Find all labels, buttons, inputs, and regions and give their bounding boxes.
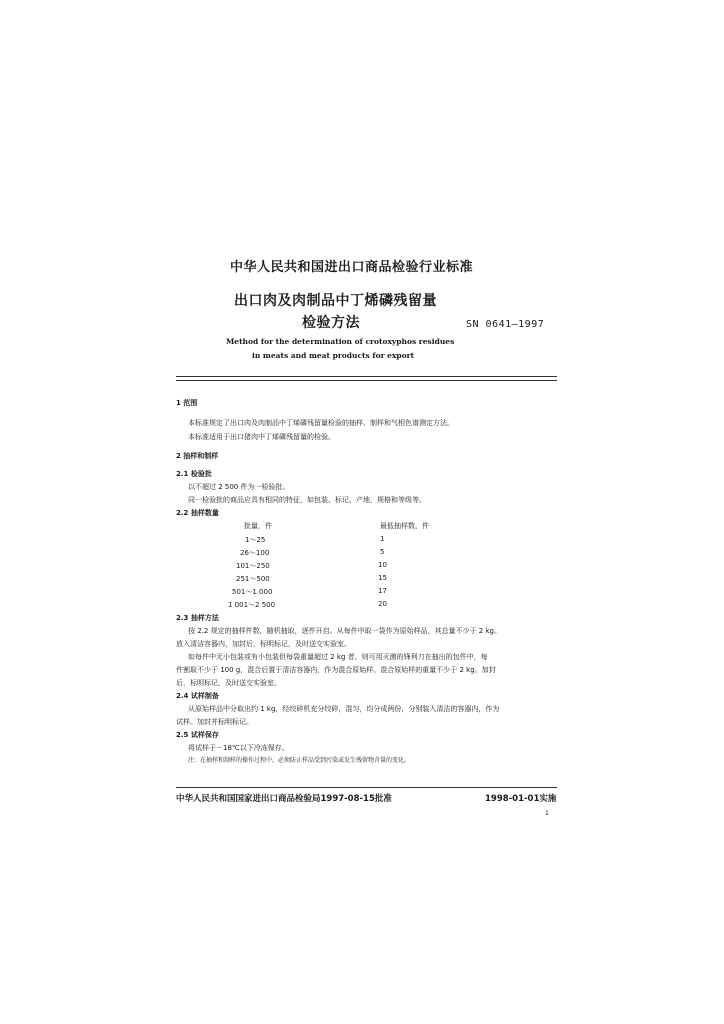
section-2-2-title: 2.2 抽样数量 — [176, 509, 219, 517]
section-1-title: 1 范围 — [176, 399, 198, 407]
document-title-line1: 出口肉及肉制品中丁烯磷残留量 — [234, 293, 437, 309]
section-2-4-title: 2.4 试样制备 — [176, 692, 219, 700]
section-1-paragraph-2: 本标准适用于出口猪肉中丁烯磷残留量的检验。 — [188, 433, 335, 441]
section-2-3-paragraph-1a: 按 2.2 规定的抽样件数，随机抽取，逐件开启。从每件中取一袋作为原始样品，其总量不少于 2 kg。 — [188, 627, 501, 635]
table-header-lot: 批量，件 — [244, 522, 272, 530]
table-row-min: 20 — [378, 600, 387, 608]
header-divider-second — [176, 380, 557, 381]
section-2-1-paragraph-2: 同一检验批的商品应具有相同的特征，如包装、标记、产地、规格和等级等。 — [188, 496, 426, 504]
header-divider — [176, 376, 557, 377]
section-note: 注：在抽样和制样的操作过程中，必须防止样品受到污染或发生残留物含量的变化。 — [188, 757, 411, 764]
table-row-lot: 1～25 — [245, 536, 266, 544]
table-row-lot: 251～500 — [236, 575, 270, 583]
section-2-4-paragraph-1b: 试样。加封并标明标记。 — [176, 718, 253, 726]
section-2-3-paragraph-2b: 件割取不少于 100 g，混合后置于清洁容器内，作为混合原始样。混合原始样的重量不少于 2 kg。加封 — [176, 666, 496, 674]
section-2-5-title: 2.5 试样保存 — [176, 731, 219, 739]
footer-divider — [176, 787, 557, 788]
table-row-lot: 1 001～2 500 — [228, 601, 276, 609]
section-2-5-paragraph-1: 将试样于－18℃以下冷冻保存。 — [188, 744, 289, 752]
english-title-line2: in meats and meat products for export — [252, 351, 415, 360]
table-row-min: 17 — [378, 587, 387, 595]
table-row-lot: 26～100 — [240, 549, 270, 557]
table-row-min: 5 — [380, 548, 385, 556]
section-2-1-paragraph-1: 以不超过 2 500 件为一检验批。 — [188, 483, 290, 491]
table-row-lot: 501～1 000 — [232, 588, 273, 596]
standard-number: SN 0641—1997 — [466, 319, 545, 330]
section-2-title: 2 抽样和制样 — [176, 452, 219, 460]
section-2-4-paragraph-1a: 从原始样品中分取出约 1 kg，经绞碎机充分绞碎，混匀，均分成两份，分别装入清洁的容器内，作为 — [188, 705, 500, 713]
issuing-organization: 中华人民共和国进出口商品检验行业标准 — [230, 260, 474, 275]
document-title-line2: 检验方法 — [302, 315, 360, 331]
section-2-3-title: 2.3 抽样方法 — [176, 614, 219, 622]
approval-statement: 中华人民共和国国家进出口商品检验局1997-08-15批准 — [176, 794, 392, 804]
section-2-3-paragraph-2c: 后，标明标记，及时送交实验室。 — [176, 679, 281, 687]
section-2-1-title: 2.1 检验批 — [176, 470, 212, 478]
page-number: 1 — [545, 810, 549, 817]
english-title-line1: Method for the determination of crotoxyphos residues — [226, 337, 455, 346]
section-2-3-paragraph-1b: 放入清洁容器内，加封后，标明标记，及时送交实验室。 — [176, 640, 351, 648]
section-1-paragraph-1: 本标准规定了出口肉及肉制品中丁烯磷残留量检验的抽样、制样和气相色谱测定方法。 — [188, 419, 454, 427]
table-row-min: 1 — [380, 535, 385, 543]
table-row-lot: 101～250 — [236, 562, 270, 570]
table-header-minimum: 最低抽样数，件 — [380, 522, 429, 530]
table-row-min: 10 — [378, 561, 387, 569]
implementation-date: 1998-01-01实施 — [485, 794, 557, 804]
table-row-min: 15 — [378, 574, 387, 582]
section-2-3-paragraph-2a: 如每件中无小包装或有小包装但每袋重量超过 2 kg 者，则可用灭菌的锋利刀在抽出的包件中，每 — [188, 653, 488, 661]
